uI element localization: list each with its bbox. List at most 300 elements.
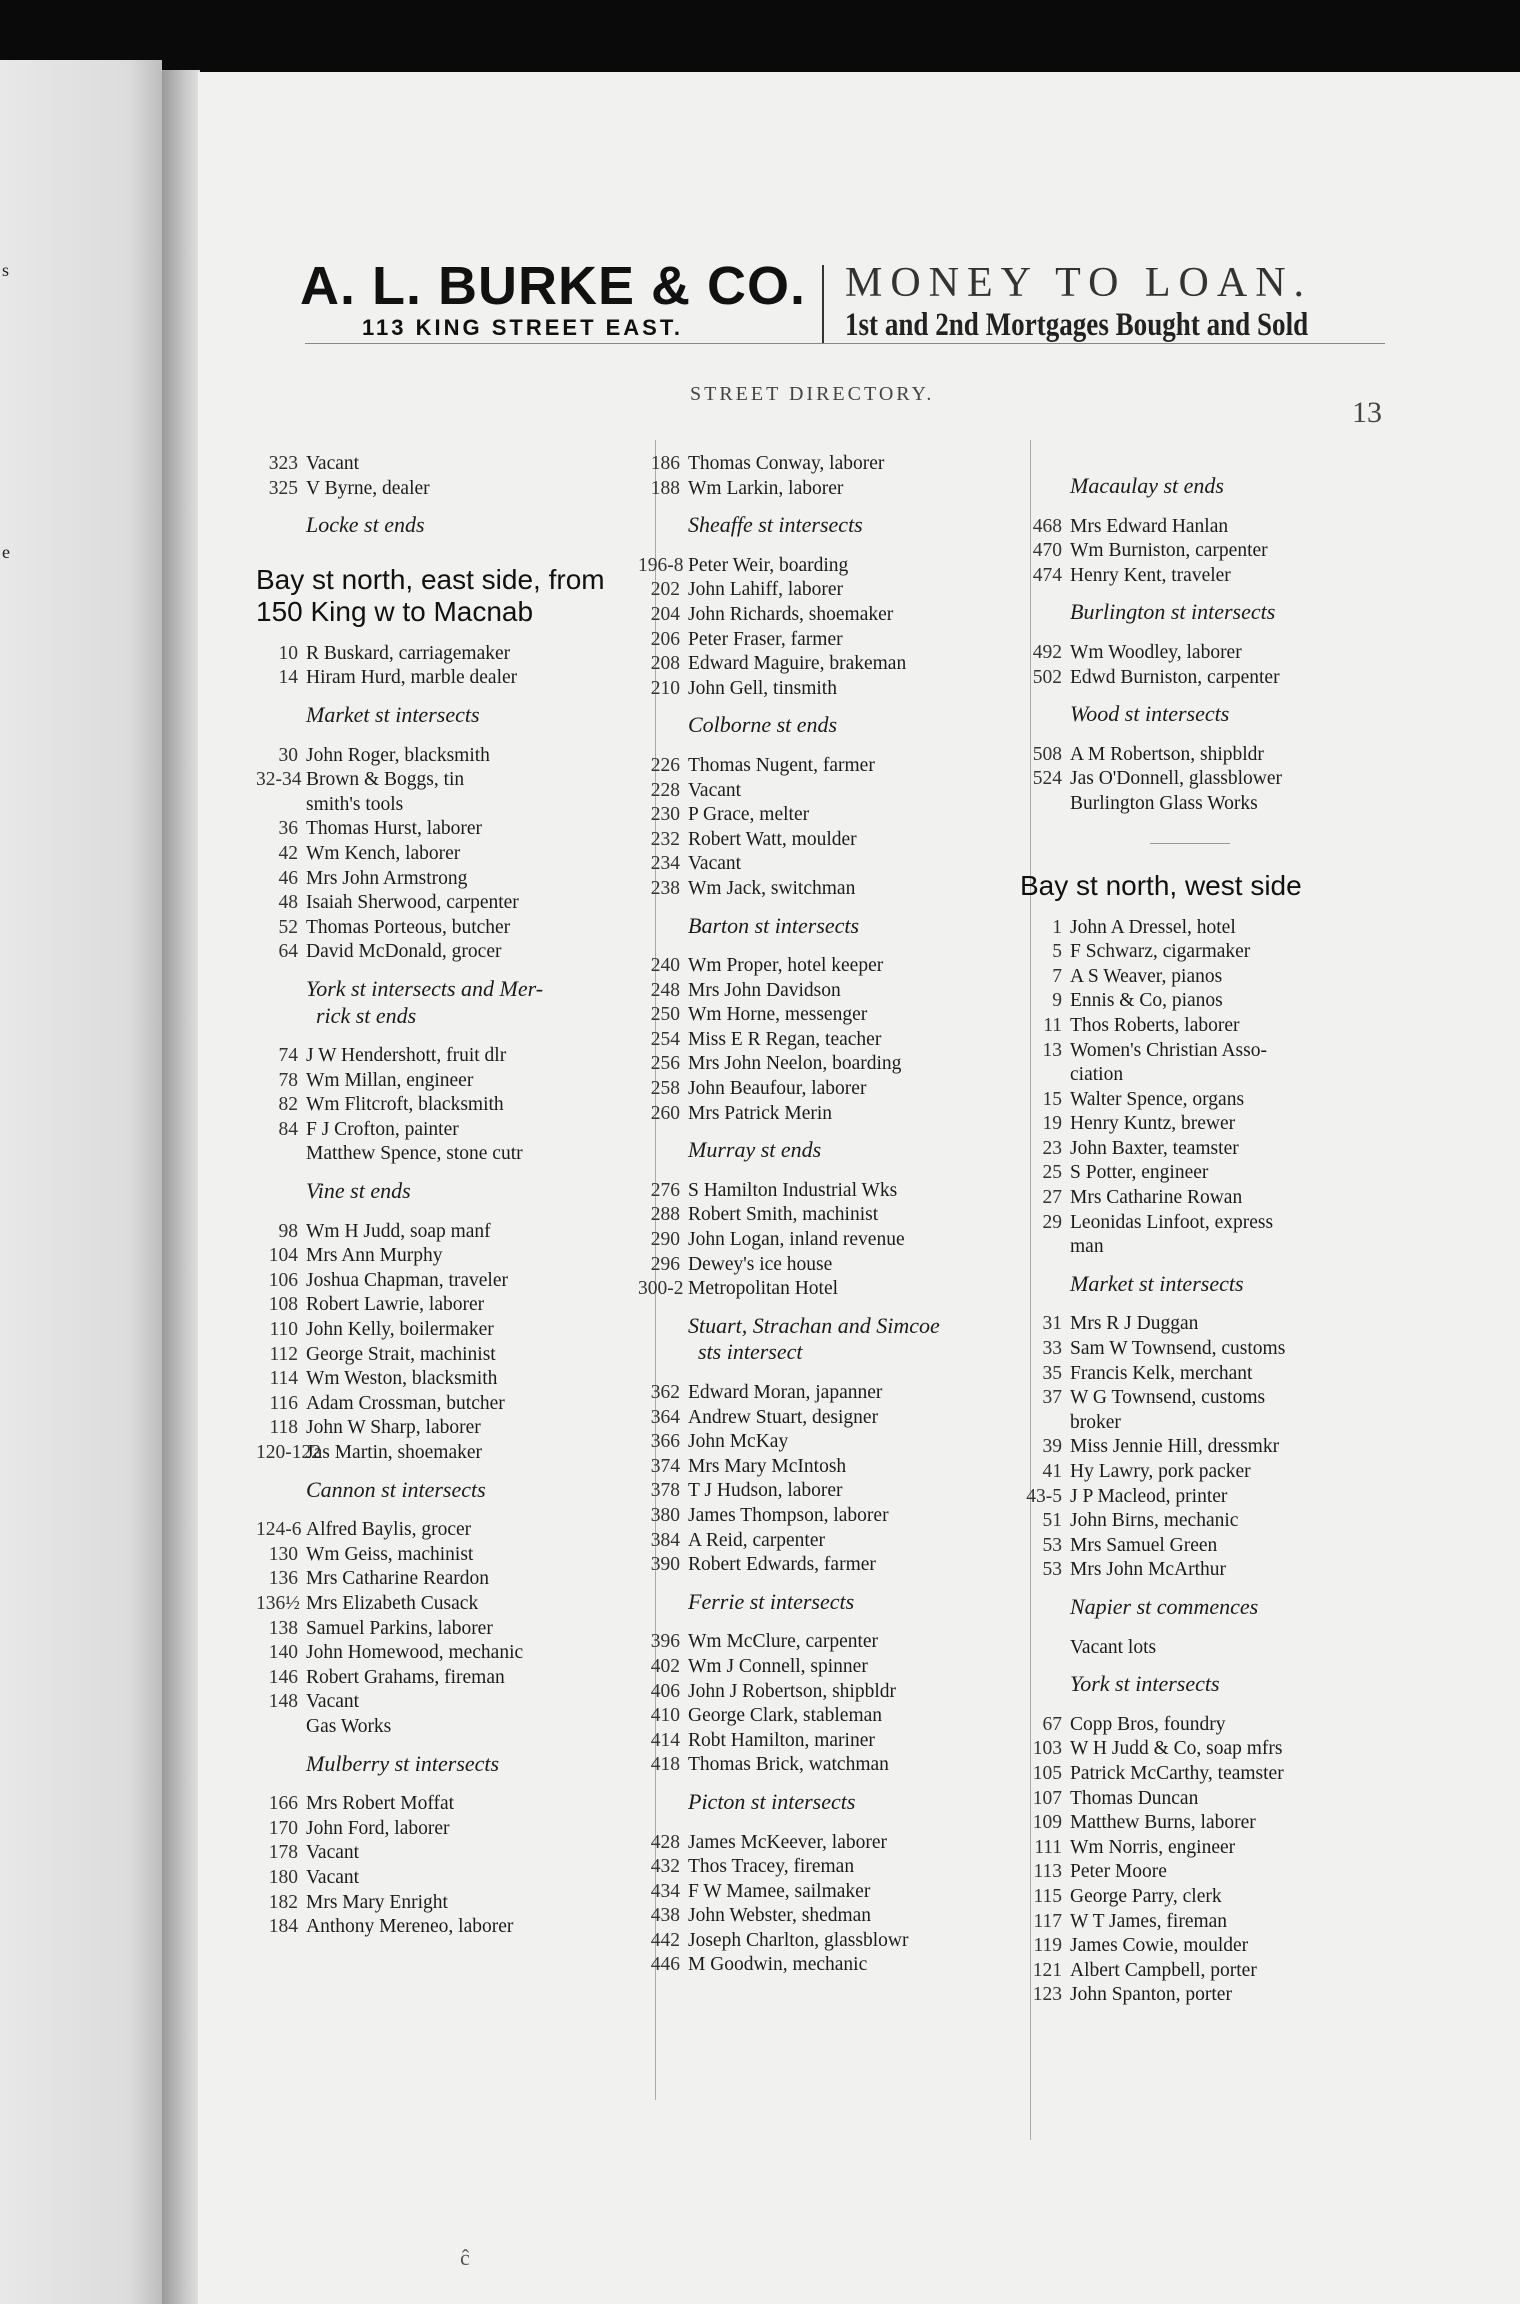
directory-entry <box>638 1504 1018 1529</box>
house-number: 300-2 <box>638 1278 684 1300</box>
house-number: 188 <box>650 477 680 499</box>
directory-entry <box>1020 1910 1390 1935</box>
directory-entry <box>1020 1509 1390 1534</box>
house-number: 186 <box>650 453 680 474</box>
page-number: 13 <box>1352 396 1382 429</box>
resident-name: John Homewood, mechanic <box>306 1642 524 1664</box>
house-number: 124-6 <box>256 1519 302 1541</box>
resident-name: T J Hudson, laborer <box>688 1480 843 1502</box>
house-number: 432 <box>650 1856 680 1878</box>
house-number: 82 <box>278 1094 298 1116</box>
cross-street-note: Market st intersects <box>1070 1270 1244 1296</box>
directory-entry <box>1020 1211 1390 1236</box>
directory-entry <box>256 477 641 502</box>
directory-entry <box>256 1220 641 1245</box>
directory-entry <box>638 828 1018 853</box>
resident-name: Peter Moore <box>1070 1861 1167 1883</box>
cross-street-note: Cannon st intersects <box>306 1476 486 1502</box>
directory-entry <box>256 1392 641 1417</box>
house-number: 35 <box>1042 1362 1062 1384</box>
cross-street-note: Locke st ends <box>306 512 425 538</box>
header-divider <box>822 265 824 343</box>
cross-street-note: Ferrie st intersects <box>688 1588 855 1614</box>
directory-entry <box>638 1052 1018 1077</box>
house-number: 108 <box>268 1294 298 1316</box>
directory-entry <box>1020 1039 1390 1064</box>
house-number: 276 <box>650 1179 680 1201</box>
directory-entry <box>638 1953 1018 1978</box>
house-number: 210 <box>650 677 680 699</box>
resident-name: Vacant <box>306 1691 360 1713</box>
house-number: 41 <box>1042 1461 1062 1482</box>
house-number: 140 <box>268 1642 298 1664</box>
directory-entry <box>638 1704 1018 1729</box>
resident-name: Thomas Duncan <box>1070 1787 1199 1809</box>
house-number: 428 <box>650 1831 680 1853</box>
directory-entry <box>256 891 641 916</box>
house-number: 43-5 <box>1026 1485 1062 1507</box>
resident-name: Mrs Samuel Green <box>1070 1534 1218 1556</box>
resident-name: Vacant <box>306 453 360 474</box>
directory-entry <box>256 1269 641 1294</box>
house-number: 53 <box>1042 1559 1062 1581</box>
directory-entry <box>256 1118 641 1143</box>
directory-entry <box>638 677 1018 702</box>
directory-entry <box>256 1518 641 1543</box>
resident-name: Mrs R J Duggan <box>1070 1313 1199 1335</box>
resident-name: Vacant <box>306 1842 360 1864</box>
house-number: 402 <box>650 1655 680 1677</box>
house-number: 106 <box>268 1269 298 1291</box>
resident-name: Peter Weir, boarding <box>688 554 849 576</box>
resident-name: Wm Millan, engineer <box>306 1069 474 1091</box>
cross-street-note: Murray st ends <box>688 1137 822 1163</box>
resident-name: Wm Woodley, laborer <box>1070 641 1242 663</box>
resident-name: S Hamilton Industrial Wks <box>688 1179 898 1201</box>
house-number: 378 <box>650 1480 680 1502</box>
directory-entry <box>256 817 641 842</box>
directory-entry <box>638 1680 1018 1705</box>
resident-name: Mrs Elizabeth Cusack <box>306 1592 479 1614</box>
resident-name: Mrs Mary McIntosh <box>688 1455 847 1477</box>
house-number: 226 <box>650 754 680 776</box>
house-number: 78 <box>278 1069 298 1091</box>
resident-name: Dewey's ice house <box>688 1253 833 1275</box>
advertiser-address: 113 KING STREET EAST. <box>362 315 683 340</box>
house-number: 492 <box>1032 641 1062 663</box>
section-rule <box>1150 843 1230 844</box>
directory-entry <box>638 1277 1018 1302</box>
directory-entry <box>1020 666 1390 691</box>
resident-name: Jas O'Donnell, glassblower <box>1070 768 1283 790</box>
house-number: 260 <box>650 1102 680 1124</box>
resident-name: A Reid, carpenter <box>688 1529 825 1551</box>
resident-name: Mrs John Armstrong <box>306 867 468 889</box>
directory-entry <box>638 1553 1018 1578</box>
house-number: 109 <box>1032 1812 1062 1834</box>
house-number: 114 <box>269 1368 298 1390</box>
resident-name: Robert Lawrie, laborer <box>306 1294 485 1316</box>
directory-entry <box>1020 1934 1390 1959</box>
house-number: 414 <box>650 1729 680 1751</box>
resident-name: John Spanton, porter <box>1070 1984 1232 2006</box>
resident-name: Wm Horne, messenger <box>688 1004 868 1026</box>
resident-name: Adam Crossman, butcher <box>306 1392 505 1414</box>
resident-name: W T James, fireman <box>1070 1910 1228 1932</box>
resident-name: Wm H Judd, soap manf <box>306 1220 491 1242</box>
directory-entry <box>638 1179 1018 1204</box>
directory-entry <box>256 842 641 867</box>
house-number: 248 <box>650 979 680 1001</box>
directory-entry <box>638 628 1018 653</box>
resident-name: John McKay <box>688 1431 789 1453</box>
resident-name: Wm Jack, switchman <box>688 877 856 899</box>
directory-entry <box>256 1244 641 1269</box>
resident-name: Mrs Catharine Rowan <box>1070 1187 1243 1209</box>
house-number: 364 <box>650 1406 680 1428</box>
directory-entry <box>1020 989 1390 1014</box>
house-number: 27 <box>1042 1187 1062 1209</box>
house-number: 230 <box>650 804 680 826</box>
house-number: 146 <box>268 1666 298 1688</box>
cross-street-note: Sheaffe st intersects <box>688 512 863 538</box>
resident-name: Mrs Catharine Reardon <box>306 1568 490 1590</box>
house-number: 258 <box>650 1078 680 1100</box>
directory-entry <box>638 1479 1018 1504</box>
resident-name: Wm Weston, blacksmith <box>306 1368 498 1390</box>
house-number: 323 <box>268 453 298 474</box>
directory-entry <box>1020 1435 1390 1460</box>
resident-name: Edwd Burniston, carpenter <box>1070 666 1280 688</box>
directory-entry <box>1020 515 1390 540</box>
directory-entry <box>256 1093 641 1118</box>
directory-entry <box>1020 1836 1390 1861</box>
house-number: 25 <box>1042 1162 1062 1184</box>
resident-name: Robert Watt, moulder <box>688 828 857 850</box>
directory-entry <box>1020 1983 1390 2008</box>
resident-name: Vacant <box>688 853 742 875</box>
resident-name: R Buskard, carriagemaker <box>306 642 511 664</box>
directory-entry <box>256 1044 641 1069</box>
directory-entry <box>1020 1959 1390 1984</box>
directory-entry <box>1020 940 1390 965</box>
advert-title: MONEY TO LOAN. <box>845 260 1313 306</box>
resident-name: Thomas Hurst, laborer <box>306 818 482 840</box>
house-number: 468 <box>1032 515 1062 537</box>
resident-name: Metropolitan Hotel <box>688 1278 839 1300</box>
directory-entry <box>1020 1161 1390 1186</box>
house-number: 234 <box>650 853 680 875</box>
cross-street-note: Market st intersects <box>306 701 480 727</box>
house-number: 37 <box>1042 1387 1062 1409</box>
house-number: 117 <box>1033 1910 1062 1932</box>
stray-ink-mark: ĉ <box>460 2245 470 2270</box>
house-number: 366 <box>650 1431 680 1453</box>
house-number: 508 <box>1032 743 1062 765</box>
resident-name: Vacant <box>306 1866 360 1888</box>
cross-street-note: York st intersects and Mer- <box>306 975 544 1001</box>
entry-continuation: Gas Works <box>306 1715 392 1737</box>
house-number: 32-34 <box>256 769 302 791</box>
directory-entry <box>256 1666 641 1691</box>
house-number: 104 <box>268 1245 298 1267</box>
advertiser-name: A. L. BURKE & CO. <box>300 256 807 316</box>
cross-street-note: York st intersects <box>1070 1671 1220 1697</box>
house-number: 410 <box>650 1705 680 1727</box>
resident-name: J P Macleod, printer <box>1070 1485 1228 1507</box>
directory-entry <box>256 1293 641 1318</box>
house-number: 98 <box>278 1220 298 1242</box>
directory-entry <box>256 452 641 477</box>
directory-entry <box>1020 1186 1390 1211</box>
cross-street-note: sts intersect <box>698 1339 803 1365</box>
directory-entry <box>1020 1485 1390 1510</box>
resident-name: F J Crofton, painter <box>306 1118 459 1140</box>
house-number: 121 <box>1032 1959 1062 1981</box>
resident-name: Henry Kent, traveler <box>1070 564 1231 586</box>
entry-continuation: Vacant lots <box>1070 1636 1157 1658</box>
directory-entry <box>256 1441 641 1466</box>
directory-entry <box>638 1655 1018 1680</box>
resident-name: John Webster, shedman <box>688 1905 872 1927</box>
directory-entry <box>1020 1460 1390 1485</box>
house-number: 110 <box>269 1319 298 1341</box>
resident-name: George Clark, stableman <box>688 1705 883 1727</box>
resident-name: Hy Lawry, pork packer <box>1070 1461 1251 1482</box>
entry-continuation: ciation <box>1070 1064 1124 1086</box>
house-number: 9 <box>1052 990 1062 1012</box>
resident-name: Wm McClure, carpenter <box>688 1631 879 1653</box>
directory-entry <box>1020 1860 1390 1885</box>
resident-name: Edward Moran, japanner <box>688 1382 883 1403</box>
house-number: 178 <box>268 1842 298 1864</box>
house-number: 13 <box>1042 1039 1062 1061</box>
directory-entry <box>1020 641 1390 666</box>
resident-name: John A Dressel, hotel <box>1070 916 1236 938</box>
resident-name: Wm Kench, laborer <box>306 842 461 864</box>
house-number: 39 <box>1042 1436 1062 1458</box>
house-number: 30 <box>278 744 298 766</box>
directory-entry <box>1020 743 1390 768</box>
header-rule <box>305 343 1385 344</box>
house-number: 470 <box>1032 540 1062 562</box>
resident-name: Wm Norris, engineer <box>1070 1836 1236 1858</box>
directory-column-2 <box>638 452 1018 1978</box>
cross-street-note: Barton st intersects <box>688 912 860 938</box>
resident-name: Thomas Conway, laborer <box>688 453 885 474</box>
resident-name: John W Sharp, laborer <box>306 1417 481 1439</box>
directory-entry <box>1020 564 1390 589</box>
resident-name: Wm Geiss, machinist <box>306 1543 474 1565</box>
resident-name: Vacant <box>688 779 742 801</box>
resident-name: F Schwarz, cigarmaker <box>1070 941 1251 963</box>
house-number: 113 <box>1033 1861 1062 1883</box>
house-number: 105 <box>1032 1762 1062 1784</box>
facing-page-mark: s <box>2 260 10 280</box>
directory-column-1 <box>256 452 641 1940</box>
directory-entry <box>256 1891 641 1916</box>
resident-name: Thomas Brick, watchman <box>688 1754 889 1776</box>
house-number: 442 <box>650 1929 680 1951</box>
house-number: 53 <box>1042 1534 1062 1556</box>
house-number: 116 <box>269 1392 298 1414</box>
house-number: 42 <box>278 842 298 864</box>
resident-name: Thomas Nugent, farmer <box>688 754 875 776</box>
directory-entry <box>638 1381 1018 1406</box>
house-number: 130 <box>268 1543 298 1565</box>
resident-name: Andrew Stuart, designer <box>688 1406 879 1428</box>
resident-name: Wm J Connell, spinner <box>688 1655 868 1677</box>
resident-name: Francis Kelk, merchant <box>1070 1362 1253 1384</box>
directory-entry <box>638 877 1018 902</box>
resident-name: F W Mamee, sailmaker <box>688 1880 871 1902</box>
directory-entry <box>256 1367 641 1392</box>
house-number: 325 <box>268 477 298 499</box>
directory-entry <box>256 1817 641 1842</box>
house-number: 52 <box>278 916 298 938</box>
entry-continuation: Matthew Spence, stone cutr <box>306 1143 523 1165</box>
directory-entry <box>1020 1787 1390 1812</box>
house-number: 384 <box>650 1529 680 1551</box>
cross-street-note: Wood st intersects <box>1070 701 1230 727</box>
directory-entry <box>256 1592 641 1617</box>
resident-name: Robert Edwards, farmer <box>688 1554 876 1576</box>
directory-entry <box>638 603 1018 628</box>
directory-entry <box>638 1455 1018 1480</box>
house-number: 446 <box>650 1954 680 1976</box>
directory-entry <box>256 1641 641 1666</box>
resident-name: Wm Burniston, carpenter <box>1070 540 1268 562</box>
directory-entry <box>1020 1762 1390 1787</box>
house-number: 7 <box>1052 965 1062 987</box>
resident-name: Leonidas Linfoot, express <box>1070 1211 1274 1233</box>
resident-name: Thos Roberts, laborer <box>1070 1014 1240 1036</box>
resident-name: John Ford, laborer <box>306 1817 450 1839</box>
directory-entry <box>256 867 641 892</box>
directory-entry <box>638 1753 1018 1778</box>
directory-entry <box>256 1841 641 1866</box>
house-number: 418 <box>650 1754 680 1776</box>
house-number: 502 <box>1032 666 1062 688</box>
directory-entry <box>1020 1337 1390 1362</box>
directory-entry <box>638 578 1018 603</box>
resident-name: Thos Tracey, fireman <box>688 1856 855 1878</box>
directory-entry <box>638 1253 1018 1278</box>
directory-entry <box>638 1855 1018 1880</box>
resident-name: Alfred Baylis, grocer <box>306 1519 472 1541</box>
house-number: 118 <box>269 1417 298 1439</box>
house-number: 228 <box>650 779 680 801</box>
directory-entry <box>256 1343 641 1368</box>
house-number: 11 <box>1043 1014 1062 1036</box>
house-number: 524 <box>1032 768 1062 790</box>
cross-street-note: Colborne st ends <box>688 712 838 738</box>
directory-entry <box>256 1567 641 1592</box>
house-number: 148 <box>268 1691 298 1713</box>
resident-name: Copp Bros, foundry <box>1070 1713 1226 1735</box>
house-number: 29 <box>1042 1211 1062 1233</box>
directory-entry <box>638 1831 1018 1856</box>
house-number: 136½ <box>256 1592 300 1614</box>
house-number: 48 <box>278 892 298 914</box>
resident-name: W H Judd & Co, soap mfrs <box>1070 1738 1283 1760</box>
directory-entry <box>256 642 641 667</box>
house-number: 36 <box>278 818 298 840</box>
resident-name: Mrs Edward Hanlan <box>1070 515 1229 537</box>
cross-street-note: Burlington st intersects <box>1070 599 1276 625</box>
book-gutter <box>162 70 200 2304</box>
directory-entry <box>1020 1534 1390 1559</box>
directory-entry <box>256 1617 641 1642</box>
house-number: 184 <box>268 1916 298 1938</box>
directory-entry <box>1020 1558 1390 1583</box>
house-number: 15 <box>1042 1088 1062 1110</box>
resident-name: Mrs John Neelon, boarding <box>688 1053 902 1075</box>
directory-entry <box>638 954 1018 979</box>
directory-entry <box>256 1866 641 1891</box>
directory-column-3 <box>1020 462 1390 2008</box>
street-section-heading: Bay st north, west side <box>1020 869 1302 901</box>
resident-name: John Kelly, boilermaker <box>306 1319 494 1341</box>
running-head: STREET DIRECTORY. <box>690 383 935 405</box>
house-number: 19 <box>1042 1113 1062 1135</box>
resident-name: Jas Martin, shoemaker <box>306 1442 482 1463</box>
house-number: 23 <box>1042 1137 1062 1159</box>
directory-entry <box>638 1880 1018 1905</box>
resident-name: Women's Christian Asso- <box>1070 1039 1267 1061</box>
house-number: 180 <box>268 1866 298 1888</box>
directory-entry <box>1020 539 1390 564</box>
street-section-heading: Bay st north, east side, from 150 King w to Macnab <box>256 563 605 627</box>
directory-entry <box>638 1729 1018 1754</box>
house-number: 84 <box>278 1118 298 1140</box>
resident-name: Robt Hamilton, mariner <box>688 1729 875 1751</box>
resident-name: V Byrne, dealer <box>306 477 430 499</box>
house-number: 170 <box>268 1817 298 1839</box>
house-number: 254 <box>650 1028 680 1050</box>
house-number: 138 <box>268 1617 298 1639</box>
directory-entry <box>638 1228 1018 1253</box>
directory-entry <box>1020 1811 1390 1836</box>
resident-name: James Thompson, laborer <box>688 1504 889 1526</box>
directory-entry <box>638 1430 1018 1455</box>
house-number: 136 <box>268 1568 298 1590</box>
resident-name: Wm Flitcroft, blacksmith <box>306 1094 504 1116</box>
house-number: 10 <box>278 642 298 664</box>
resident-name: Anthony Mereneo, laborer <box>306 1916 514 1938</box>
resident-name: Mrs John McArthur <box>1070 1559 1226 1581</box>
directory-entry <box>638 1203 1018 1228</box>
house-number: 202 <box>650 579 680 601</box>
house-number: 238 <box>650 877 680 899</box>
resident-name: John Birns, mechanic <box>1070 1510 1239 1532</box>
house-number: 103 <box>1032 1738 1062 1760</box>
directory-entry <box>638 1102 1018 1127</box>
resident-name: S Potter, engineer <box>1070 1162 1209 1184</box>
resident-name: Hiram Hurd, marble dealer <box>306 667 518 689</box>
resident-name: Robert Smith, machinist <box>688 1204 879 1226</box>
resident-name: Miss E R Regan, teacher <box>688 1028 882 1050</box>
house-number: 406 <box>650 1680 680 1702</box>
directory-entry <box>638 1904 1018 1929</box>
resident-name: Walter Spence, organs <box>1070 1088 1245 1110</box>
house-number: 474 <box>1032 564 1062 586</box>
house-number: 120-122 <box>256 1442 321 1463</box>
directory-entry <box>256 1069 641 1094</box>
directory-entry <box>256 1318 641 1343</box>
cross-street-note: Picton st intersects <box>688 1788 856 1814</box>
resident-name: John Logan, inland revenue <box>688 1229 905 1251</box>
